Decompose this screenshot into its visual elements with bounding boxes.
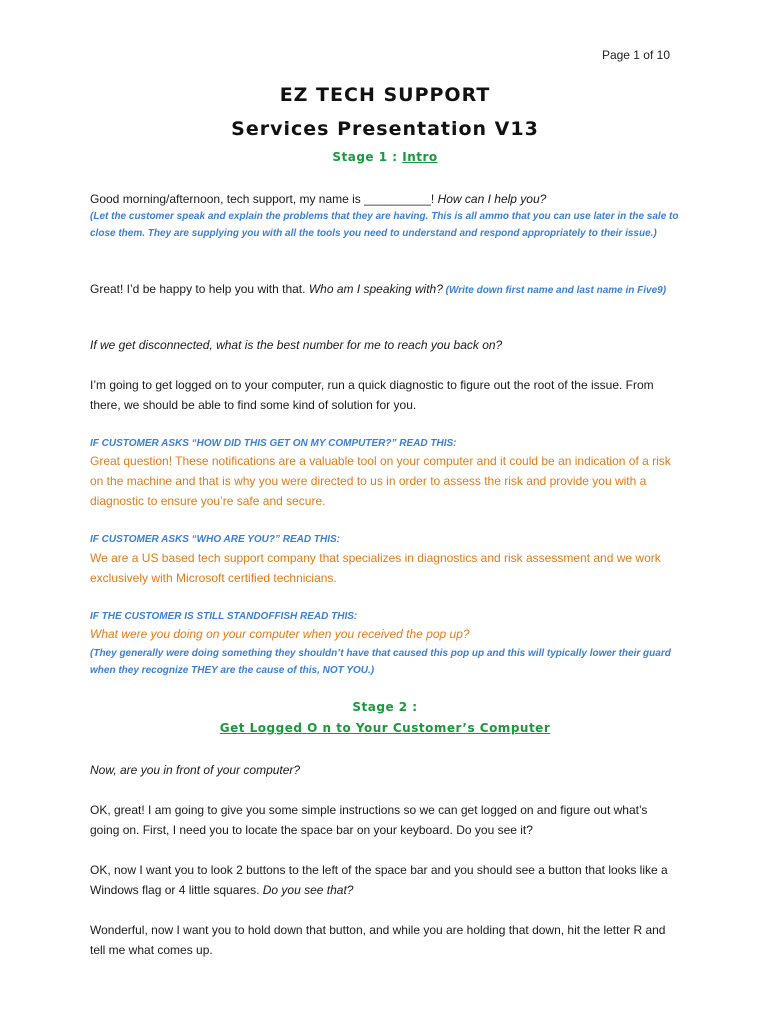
great-question: Who am I speaking with? bbox=[308, 282, 443, 296]
faq3-heading: IF THE CUSTOMER IS STILL STANDOFFISH READ THIS: bbox=[90, 611, 358, 622]
hold-paragraph: Wonderful, now I want you to hold down that button, and while you are holding that down, hit the letter R and tell me what comes up. bbox=[90, 923, 666, 957]
intro-note: (Let the customer speak and explain the problems that they are having. This is all ammo that you can use later in the sale to close them. They are supplying you with all the tools you need to understand and respond appropriately to their issue.) bbox=[90, 211, 679, 239]
stage-2-heading bbox=[90, 721, 680, 735]
logged-on-paragraph: I’m going to get logged on to your computer, run a quick diagnostic to figure out the root of the issue. From there, we should be able to find some kind of solution for you. bbox=[90, 378, 654, 412]
stage-2-label: Stage 2 : bbox=[352, 700, 418, 714]
faq3-question: What were you doing on your computer when you received the pop up? bbox=[90, 627, 470, 641]
stage-2-name: Get Logged O n to Your Customer’s Computer bbox=[219, 721, 551, 735]
front-text: Now, are you in front of your computer? bbox=[90, 763, 301, 777]
stage-1-name: Intro bbox=[402, 150, 438, 164]
windows-key-text: OK, now I want you to look 2 buttons to the left of the space bar and you should see a button that looks like a Windows flag or 4 little squares. bbox=[90, 863, 668, 897]
stage-1-heading bbox=[90, 150, 680, 164]
faq3-note: (They generally were doing something they shouldn’t have that caused this pop up and this will typically lower their guard when they recognize THEY are the cause of this, NOT YOU.) bbox=[90, 648, 671, 676]
faq2-heading: IF CUSTOMER ASKS “WHO ARE YOU?” READ THIS: bbox=[90, 534, 341, 545]
instructions-paragraph: OK, great! I am going to give you some simple instructions so we can get logged on and figure out what’s going on. First, I need you to locate the space bar on your keyboard. Do you see it? bbox=[90, 803, 648, 837]
faq1-answer: Great question! These notifications are a valuable tool on your computer and it could be an indication of a risk on the machine and that is why you were directed to us in order to assess the risk and provide you with a diagnostic to ensure you’re safe and secure. bbox=[90, 454, 671, 508]
windows-key-paragraph bbox=[90, 860, 680, 900]
great-note: (Write down first name and last name in Five9) bbox=[442, 285, 667, 296]
faq2-answer: We are a US based tech support company that specializes in diagnostics and risk assessment and we work exclusively with Microsoft certified technicians. bbox=[90, 551, 661, 585]
faq1-heading: IF CUSTOMER ASKS “HOW DID THIS GET ON MY COMPUTER?” READ THIS: bbox=[90, 438, 457, 449]
disconnected-text: If we get disconnected, what is the best number for me to reach you back on? bbox=[90, 338, 503, 352]
document-subtitle: Services Presentation V13 bbox=[231, 118, 539, 140]
great-paragraph bbox=[90, 279, 680, 299]
greeting-text: Good morning/afternoon, tech support, my name is bbox=[90, 192, 365, 206]
document-title: EZ TECH SUPPORT bbox=[279, 84, 491, 106]
greeting-paragraph bbox=[90, 189, 680, 209]
greeting-question: How can I help you? bbox=[437, 192, 547, 206]
name-blank: __________ bbox=[364, 192, 431, 206]
front-paragraph bbox=[90, 760, 680, 780]
greeting-exclaim: ! bbox=[430, 192, 438, 206]
windows-key-question: Do you see that? bbox=[262, 883, 354, 897]
page-number: Page 1 of 10 bbox=[601, 48, 670, 62]
disconnected-paragraph bbox=[90, 335, 680, 355]
great-text: Great! I’d be happy to help you with that. bbox=[90, 282, 309, 296]
stage-1-label: Stage 1 : bbox=[332, 150, 403, 164]
